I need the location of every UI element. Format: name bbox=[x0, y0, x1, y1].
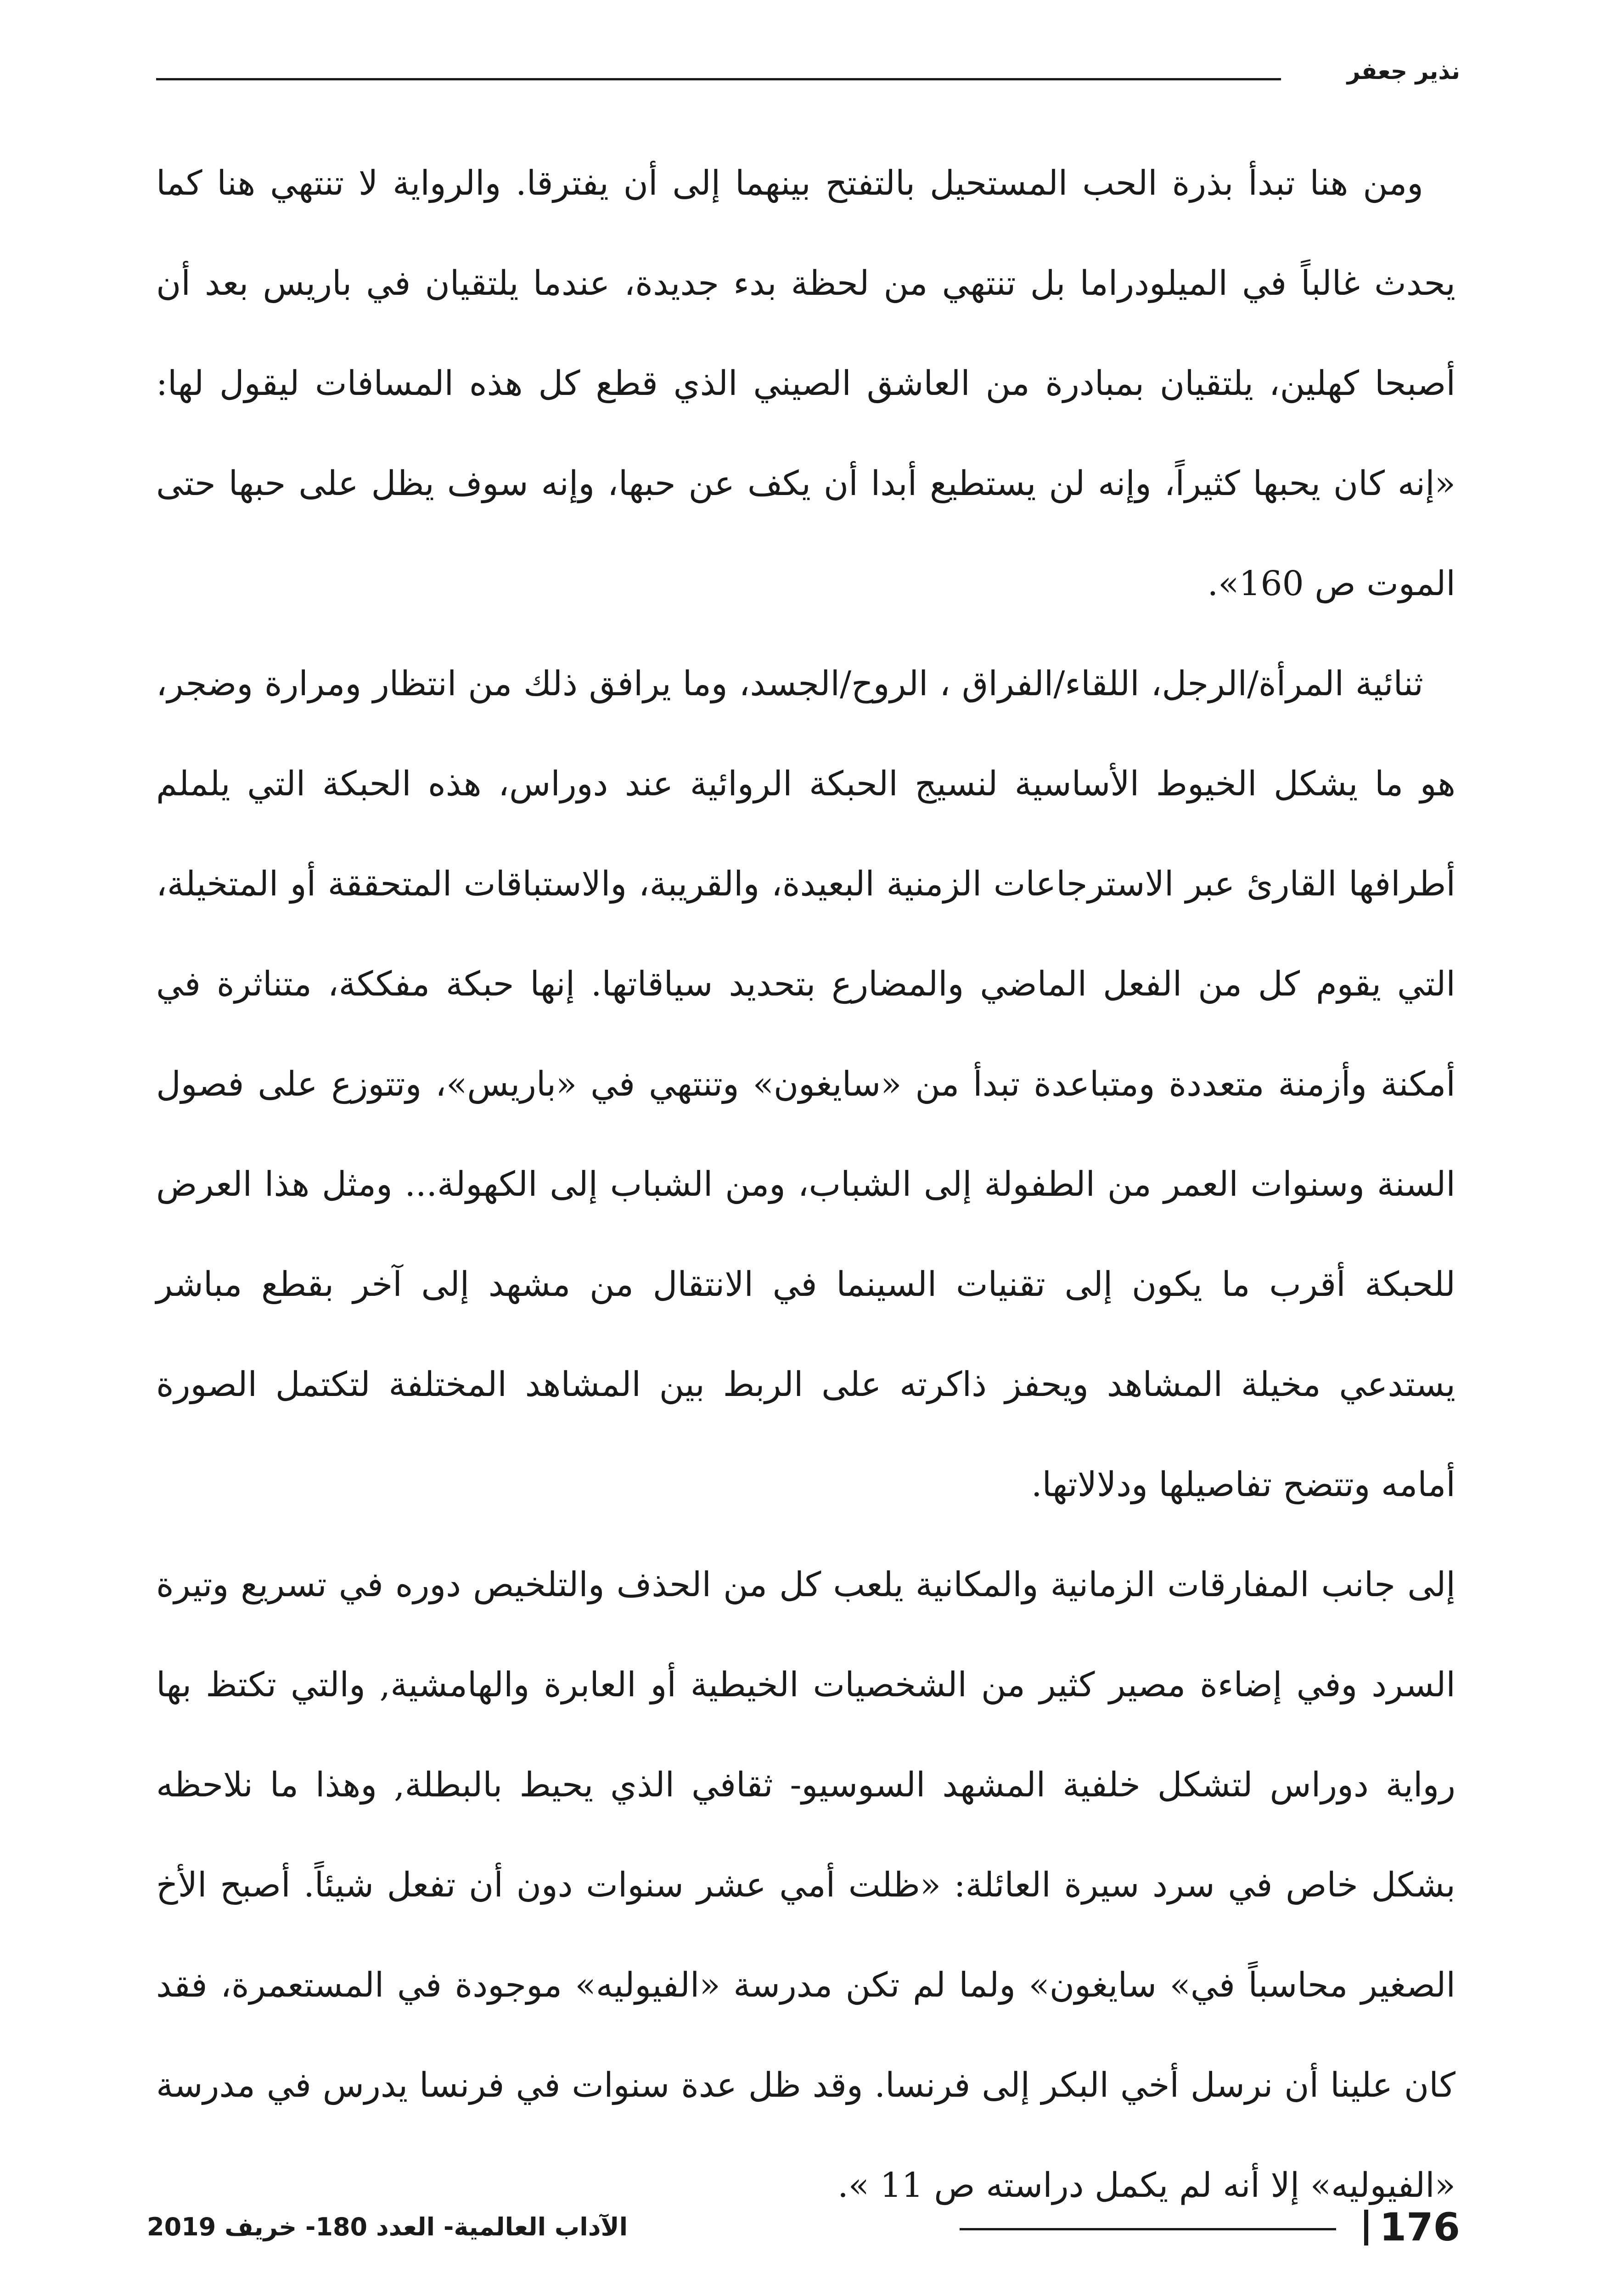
header-divider bbox=[156, 78, 1281, 80]
journal-issue-label: الآداب العالمية- العدد 180- خريف 2019 bbox=[147, 2212, 628, 2241]
paragraph-2: ثنائية المرأة/الرجل، اللقاء/الفراق ، الروح/الجسد، وما يرافق ذلك من انتظار ومرارة وضجر، هو ما يشكل الخيوط الأساسية لنسيج الحبكة الروائية عند دوراس، هذه الحبكة التي يلملم أطرافها القارئ عبر الاسترجاعات الزمنية البعيدة، والقريبة، والاستباقات المتحققة أو المتخيلة، التي يقوم كل من الفعل الماضي والمضارع بتحديد سياقاتها. إنها حبكة مفككة، متناثرة في أمكنة وأزمنة متعددة ومتباعدة تبدأ من «سايغون» وتنتهي في «باريس»، وتتوزع على فصول السنة وسنوات العمر من الطفولة إلى الشباب، ومن الشباب إلى الكهولة... ومثل هذا العرض للحبكة أقرب ما يكون إلى تقنيات السينما في الانتقال من مشهد إلى آخر بقطع مباشر يستدعي مخيلة المشاهد ويحفز ذاكرته على الربط بين المشاهد المختلفة لتكتمل الصورة أمامه وتتضح تفاصيلها ودلالاتها. bbox=[156, 664, 1455, 1504]
page-number: 176 bbox=[1379, 2205, 1460, 2250]
header-author-name: نذير جعفر bbox=[1347, 58, 1460, 84]
article-body bbox=[156, 133, 1455, 2235]
footer-divider bbox=[960, 2228, 1336, 2230]
page-footer bbox=[147, 2200, 1460, 2255]
paragraph-1: ومن هنا تبدأ بذرة الحب المستحيل بالتفتح بينهما إلى أن يفترقا. والرواية لا تنتهي هنا كما يحدث غالباً في الميلودراما بل تنتهي من لحظة بدء جديدة، عندما يلتقيان في باريس بعد أن أصبحا كهلين، يلتقيان بمبادرة من العاشق الصيني الذي قطع كل هذه المسافات ليقول لها: «إنه كان يحبها كثيراً، وإنه لن يستطيع أبدا أن يكف عن حبها، وإنه سوف يظل على حبها حتى الموت ص 160». bbox=[156, 163, 1455, 603]
footer-separator-bar bbox=[1364, 2210, 1368, 2245]
paragraph-3: إلى جانب المفارقات الزمانية والمكانية يلعب كل من الحذف والتلخيص دوره في تسريع وتيرة السرد وفي إضاءة مصير كثير من الشخصيات الخيطية أو العابرة والهامشية, والتي تكتظ بها رواية دوراس لتشكل خلفية المشهد السوسيو- ثقافي الذي يحيط بالبطلة, وهذا ما نلاحظه بشكل خاص في سرد سيرة العائلة: «ظلت أمي عشر سنوات دون أن تفعل شيئاً. أصبح الأخ الصغير محاسباً في» سايغون» ولما لم تكن مدرسة «الفيوليه» موجودة في المستعمرة، فقد كان علينا أن نرسل أخي البكر إلى فرنسا. وقد ظل عدة سنوات في فرنسا يدرس في مدرسة «الفيوليه» إلا أنه لم يكمل دراسته ص 11 ». bbox=[156, 1565, 1455, 2205]
